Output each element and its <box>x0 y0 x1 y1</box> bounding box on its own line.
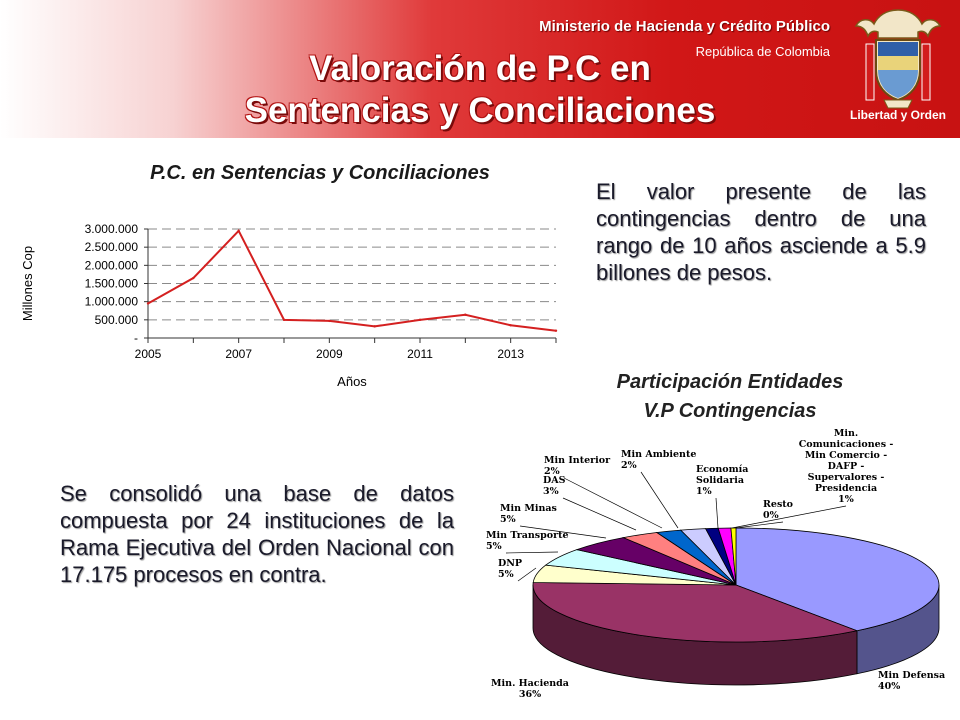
pie-leader-line <box>506 552 558 553</box>
pie-label-value: 1% <box>838 494 854 505</box>
pie-label-line: Economía <box>696 464 749 475</box>
pie-label-value: 3% <box>543 486 559 497</box>
pie-label <box>491 678 569 700</box>
x-tick-label: 2005 <box>134 347 162 361</box>
pie-label-value: 0% <box>763 510 779 521</box>
pie-leader-line <box>518 568 536 581</box>
pie-label-line: Min Transporte <box>486 530 569 541</box>
pie-label-value: 5% <box>486 541 502 552</box>
line-chart-title: P.C. en Sentencias y Conciliaciones <box>150 162 490 184</box>
pie-label-line: Min Defensa <box>878 670 946 681</box>
database-paragraph: Se consolidó una base de datos compuesta por 24 instituciones de la Rama Ejecutiva del Orden Nacional con 17.175 procesos en contra. <box>60 481 454 587</box>
pie-label-line: Min Interior <box>544 455 611 466</box>
pie-label-line: Solidaria <box>696 475 744 486</box>
pie-label <box>696 464 748 497</box>
pie-title-line-1: Participación Entidades <box>616 371 844 393</box>
pie-label-value: 36% <box>518 689 542 700</box>
title-line-1: Valoración de P.C en <box>309 49 651 88</box>
pie-label <box>498 558 522 580</box>
x-tick-label: 2011 <box>407 347 433 361</box>
page-title <box>140 48 820 132</box>
pie-label-line: DAFP - <box>827 461 865 472</box>
pie-leader-line <box>641 472 678 528</box>
data-point <box>464 314 466 316</box>
series-line <box>148 231 556 331</box>
pie-label <box>544 455 611 477</box>
ministry-name: Ministerio de Hacienda y Crédito Público <box>539 18 830 35</box>
data-point <box>283 319 285 321</box>
pie-label-value: 40% <box>878 681 901 692</box>
title-line-2: Sentencias y Conciliaciones <box>244 91 716 130</box>
pie-label-value: 2% <box>544 466 560 477</box>
pie-leader-line <box>564 478 662 528</box>
y-tick-label: 2.000.000 <box>84 258 138 273</box>
x-tick-label: 2009 <box>315 347 343 361</box>
y-tick-label: - <box>134 331 138 345</box>
pie-leader-line <box>563 498 636 530</box>
y-tick-label: 1.000.000 <box>84 294 138 309</box>
data-point <box>373 325 375 327</box>
data-point <box>509 324 511 326</box>
pie-label-value: 5% <box>500 514 516 525</box>
pie-label <box>799 428 894 505</box>
pie-label-line: DNP <box>498 558 523 569</box>
line-chart <box>10 212 570 398</box>
crest-motto: Libertad y Orden <box>849 108 947 122</box>
pie-title-line-2: V.P Contingencias <box>643 400 817 422</box>
pie-label <box>621 449 696 471</box>
x-axis-label: Años <box>337 374 367 389</box>
data-point <box>237 230 239 232</box>
pie-label-line: Supervalores - <box>807 472 885 483</box>
y-tick-label: 3.000.000 <box>84 222 138 236</box>
pie-label <box>500 503 557 525</box>
pie-label <box>878 670 945 692</box>
y-axis-label: Millones Cop <box>20 245 35 322</box>
pie-label-line: Min. <box>833 428 859 439</box>
pie-label-line: Min. Hacienda <box>491 678 569 689</box>
x-tick-label: 2013 <box>497 347 525 361</box>
y-tick-label: 1.500.000 <box>84 276 138 291</box>
pie-label-value: 2% <box>621 460 637 471</box>
x-tick-label: 2007 <box>225 347 253 361</box>
pie-label-line: Resto <box>763 499 794 510</box>
contingencies-paragraph: El valor presente de las contingencias dentro de una rango de 10 años asciende a 5.9 billones de pesos. <box>596 179 926 285</box>
y-tick-label: 2.500.000 <box>84 240 138 255</box>
data-point <box>192 277 194 279</box>
pie-label-value: 1% <box>696 486 712 497</box>
data-point <box>419 319 421 321</box>
data-point <box>328 320 330 322</box>
pie-label-line: Comunicaciones - <box>798 439 894 450</box>
pie-chart <box>478 428 948 714</box>
data-point <box>555 330 557 332</box>
pie-label-line: Min Ambiente <box>621 449 697 460</box>
pie-label <box>763 499 793 521</box>
pie-label-line: Min Minas <box>500 503 557 514</box>
pie-label-line: Min Comercio - <box>804 450 888 461</box>
data-point <box>147 302 149 304</box>
republic-name: República de Colombia <box>695 44 830 59</box>
pie-label-line: DAS <box>543 475 566 486</box>
y-tick-label: 500.000 <box>94 312 138 327</box>
pie-chart-title <box>560 368 900 426</box>
pie-label-line: Presidencia <box>814 483 878 494</box>
pie-label <box>486 530 569 552</box>
pie-leader-line <box>716 498 718 528</box>
pie-label-value: 5% <box>498 569 514 580</box>
pie-label <box>543 475 566 497</box>
